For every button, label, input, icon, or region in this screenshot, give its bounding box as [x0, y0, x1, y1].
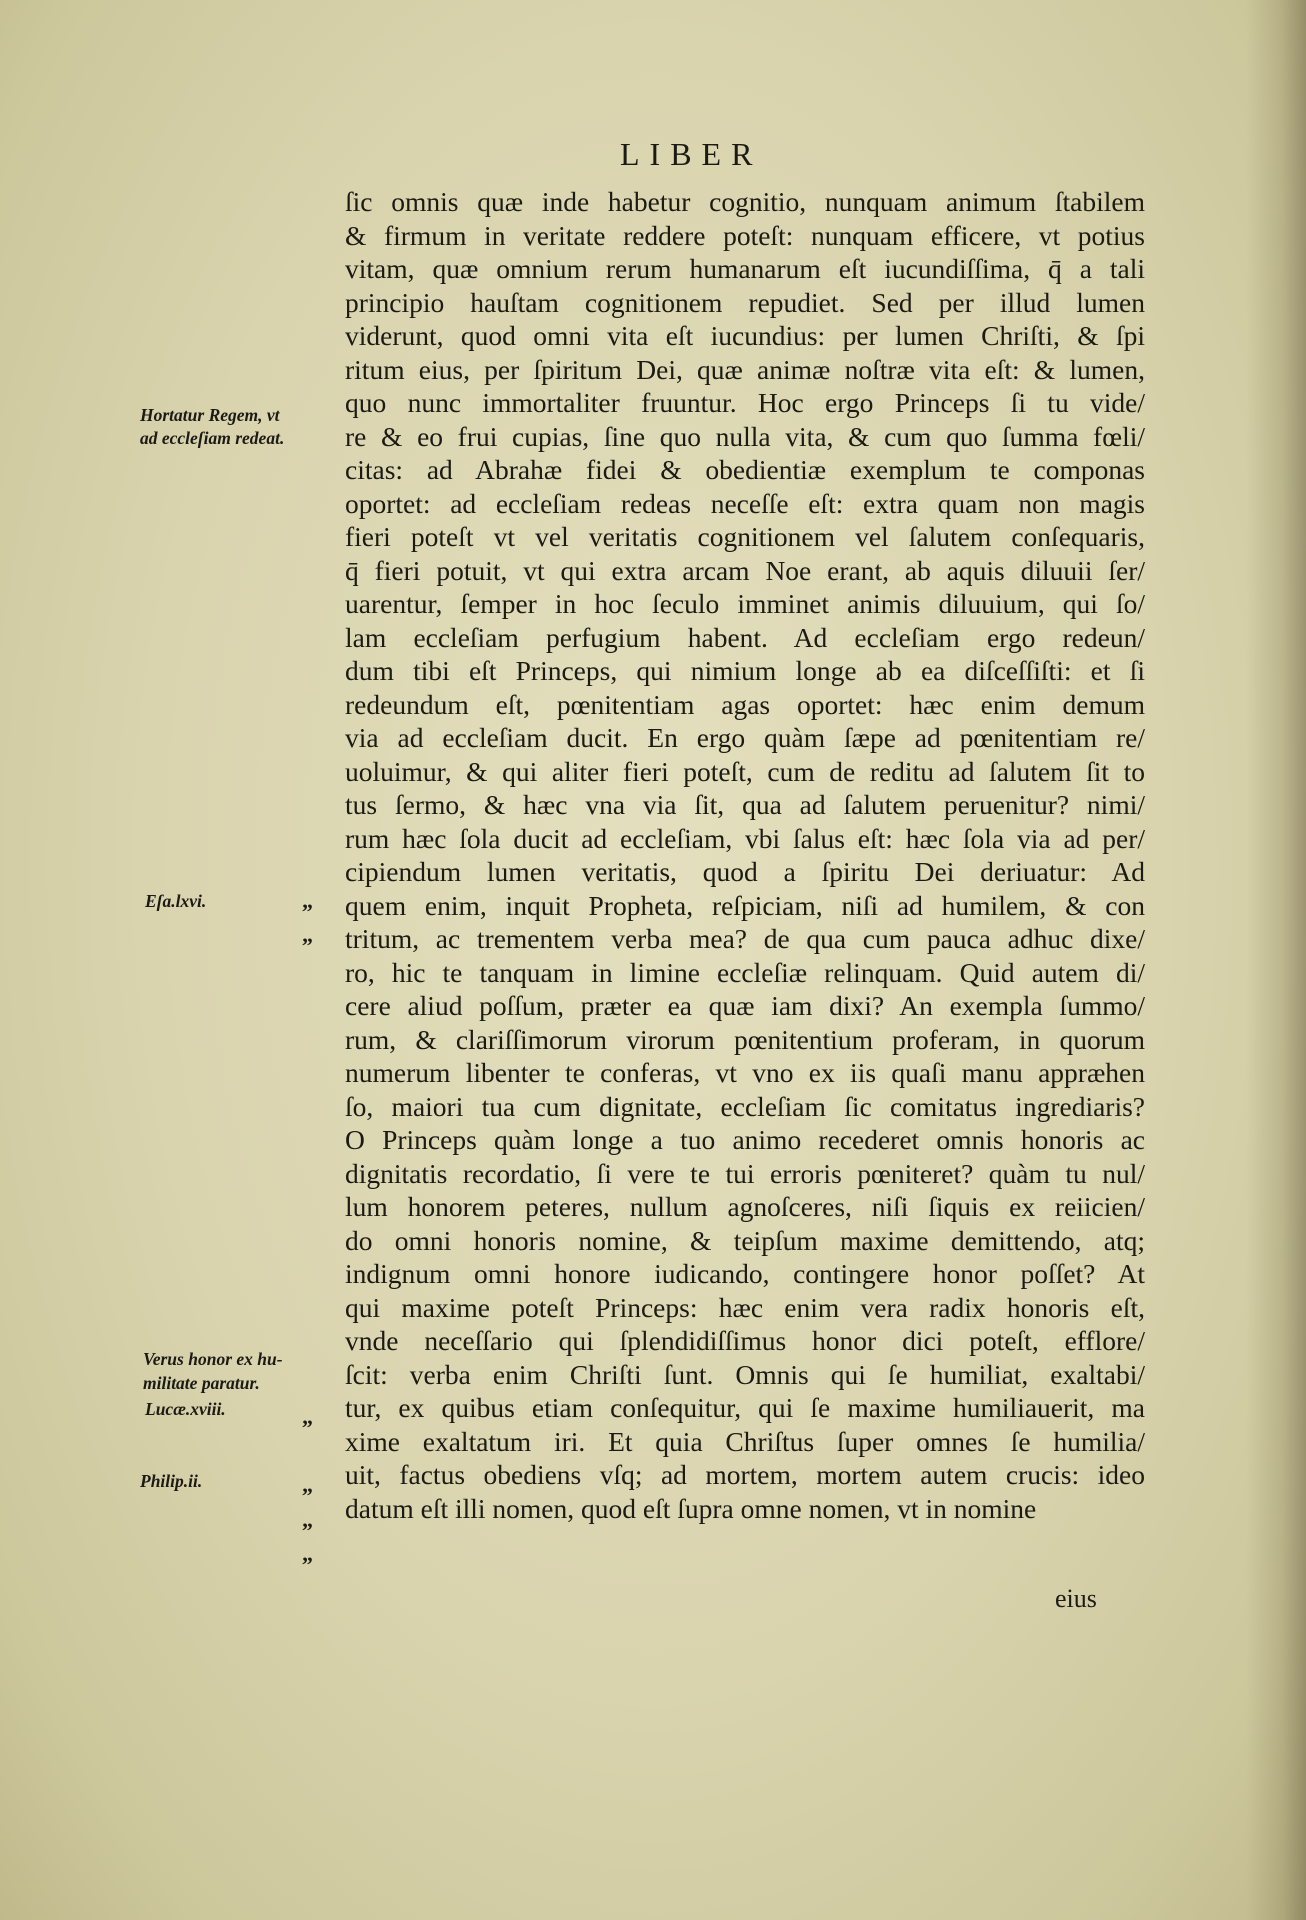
quote-mark: „ [302, 1541, 313, 1566]
text-line: viderunt, quod omni vita eſt iucundius: per lumen Chriſti, & ſpi [345, 320, 1145, 351]
quote-mark: „ [302, 1404, 313, 1429]
text-line: q̄ fieri potuit, vt qui extra arcam Noe erant, ab aquis diluuii ſer/ [345, 554, 1145, 586]
text-line: datum eſt illi nomen, quod eſt ſupra omne nomen, vt in nomine [345, 1492, 1037, 1524]
text-line: xime exaltatum iri. Et quia Chriſtus ſuper omnes ſe humilia/ [345, 1425, 1145, 1457]
text-line: ſic omnis quæ inde habetur cognitio, nunquam animum ſtabilem [345, 186, 1145, 217]
text-line: O Princeps quàm longe a tuo animo recederet omnis honoris ac [345, 1124, 1145, 1155]
text-line: principio hauſtam cognitionem repudiet. Sed per illud lumen [345, 286, 1145, 318]
text-line: tritum, ac trementem verba mea? de qua cum pauca adhuc dixe/ [345, 923, 1145, 954]
text-line: quo nunc immortaliter fruuntur. Hoc ergo Princeps ſi tu vide/ [345, 387, 1145, 418]
text-line: oportet: ad eccleſiam redeas neceſſe eſt: extra quam non magis [345, 487, 1145, 519]
text-line: via ad eccleſiam ducit. En ergo quàm ſæpe ad pœnitentiam re/ [345, 722, 1145, 753]
text-line: citas: ad Abrahæ fidei & obedientiæ exemplum te componas [345, 454, 1145, 485]
page-edge-shadow [1246, 0, 1306, 1920]
text-line: re & eo frui cupias, ſine quo nulla vita, & cum quo ſumma fœli/ [345, 420, 1145, 452]
text-line: uarentur, ſemper in hoc ſeculo imminet animis diluuium, qui ſo/ [345, 588, 1145, 619]
text-line: lum honorem peteres, nullum agnoſceres, niſi ſiquis ex reiicien/ [345, 1191, 1145, 1222]
text-line: do omni honoris nomine, & teipſum maxime demittendo, atq; [345, 1224, 1145, 1256]
text-line: uoluimur, & qui aliter fieri poteſt, cum de reditu ad ſalutem ſit to [345, 755, 1145, 787]
margin-note-esa: Eſa.lxvi. [145, 891, 207, 911]
text-line: vnde neceſſario qui ſplendidiſſimus honor dici poteſt, efflore/ [345, 1325, 1145, 1356]
text-line: ſo, maiori tua cum dignitate, eccleſiam ſic comitatus ingrediaris? [345, 1090, 1145, 1122]
text-line: ritum eius, per ſpiritum Dei, quæ animæ noſtræ vita eſt: & lumen, [345, 353, 1145, 385]
text-line: dum tibi eſt Princeps, qui nimium longe ab ea diſceſſiſti: et ſi [345, 655, 1145, 686]
running-head: LIBER [620, 136, 763, 172]
text-line: indignum omni honore iudicando, contingere honor poſſet? At [345, 1258, 1145, 1289]
text-line: cere aliud poſſum, præter ea quæ iam dixi? An exempla ſummo/ [345, 990, 1145, 1021]
quote-mark: „ [302, 1472, 313, 1497]
text-line: tus ſermo, & hæc vna via ſit, qua ad ſalutem peruenitur? nimi/ [345, 789, 1145, 820]
text-line: vitam, quæ omnium rerum humanarum eſt iucundiſſima, q̄ a tali [345, 253, 1145, 284]
text-line: ſcit: verba enim Chriſti ſunt. Omnis qui ſe humiliat, exaltabi/ [345, 1358, 1145, 1390]
text-line: rum hæc ſola ducit ad eccleſiam, vbi ſalus eſt: hæc ſola via ad per/ [345, 822, 1145, 854]
margin-note-hortatur-line1: Hortatur Regem, vt [140, 405, 280, 425]
quote-mark: „ [302, 1507, 313, 1532]
text-line: qui maxime poteſt Princeps: hæc enim vera radix honoris eſt, [345, 1291, 1145, 1323]
text-line: cipiendum lumen veritatis, quod a ſpiritu Dei deriuatur: Ad [345, 856, 1145, 887]
text-line: quem enim, inquit Propheta, reſpiciam, niſi ad humilem, & con [345, 889, 1145, 921]
text-line: ro, hic te tanquam in limine eccleſiæ relinquam. Quid autem di/ [345, 956, 1145, 988]
quote-mark: „ [302, 922, 313, 947]
text-line: redeundum eſt, pœnitentiam agas oportet: hæc enim demum [345, 688, 1145, 720]
text-line: lam eccleſiam perfugium habent. Ad eccleſiam ergo redeun/ [345, 621, 1145, 653]
text-line: dignitatis recordatio, ſi vere te tui erroris pœniteret? quàm tu nul/ [345, 1157, 1145, 1189]
text-line: numerum libenter te conferas, vt vno ex iis quaſi manu appræhen [345, 1057, 1145, 1088]
text-line: & firmum in veritate reddere poteſt: nunquam efficere, vt potius [345, 219, 1145, 251]
margin-note-lucae: Lucæ.xviii. [145, 1399, 226, 1419]
margin-note-verus-line2: militate paratur. [143, 1373, 260, 1393]
catchword: eius [1055, 1584, 1097, 1613]
quote-mark: „ [302, 888, 313, 913]
text-line: tur, ex quibus etiam conſequitur, qui ſe maxime humiliauerit, ma [345, 1392, 1145, 1423]
text-line: fieri poteſt vt vel veritatis cognitionem vel ſalutem conſequaris, [345, 521, 1145, 552]
body-text [345, 185, 1145, 1525]
margin-note-hortatur-line2: ad eccleſiam redeat. [140, 428, 285, 448]
text-line: uit, factus obediens vſq; ad mortem, mortem autem crucis: ideo [345, 1459, 1145, 1490]
margin-note-philip: Philip.ii. [140, 1471, 203, 1491]
text-line: rum, & clariſſimorum virorum pœnitentium proferam, in quorum [345, 1023, 1145, 1055]
margin-note-verus-line1: Verus honor ex hu- [143, 1349, 283, 1369]
